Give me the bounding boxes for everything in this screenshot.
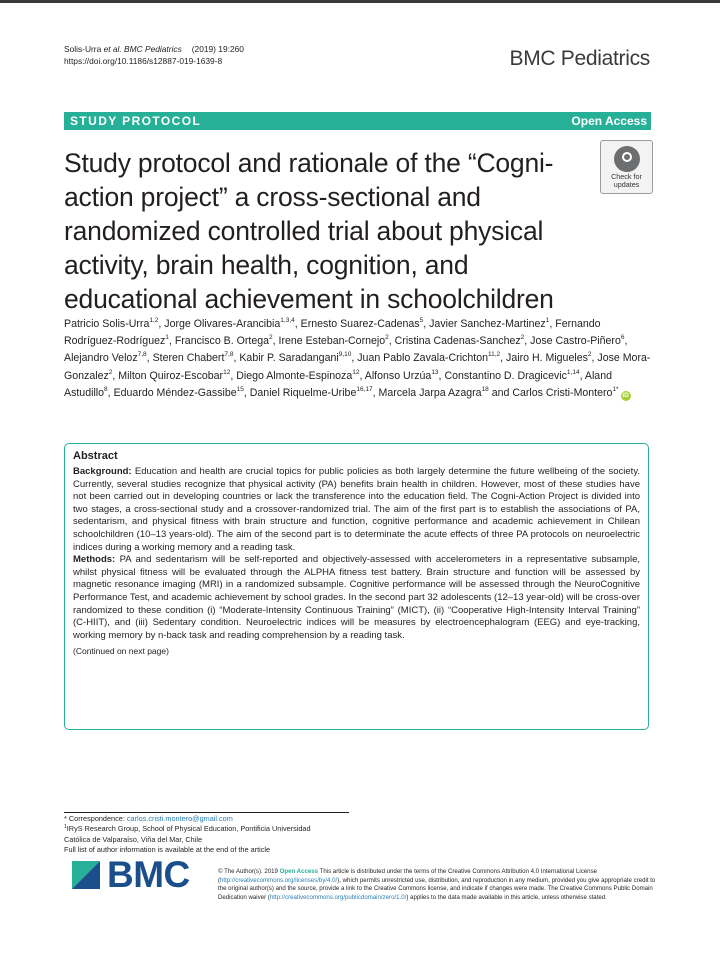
author-affiliation: 1* (612, 385, 619, 393)
author-affiliation: 6 (620, 334, 625, 342)
author-name: Marcela Jarpa Azagra (378, 386, 482, 399)
continued-note: (Continued on next page) (73, 646, 169, 657)
author-affiliation: 9,10 (338, 351, 352, 359)
top-rule (0, 0, 720, 3)
abstract-box (64, 443, 649, 730)
author-affiliation: 15 (236, 385, 244, 393)
author-affiliation: 7,8 (224, 351, 234, 359)
author-affiliation: 8 (104, 385, 108, 393)
author-name: Carlos Cristi-Montero (512, 386, 613, 399)
article-title: Study protocol and rationale of the “Cogni-action project” a cross-sectional and randomized controlled trial about physical activity, brain health, cognition, and educational achievement in schoolchildren (64, 148, 554, 314)
author-affiliation: 5 (419, 317, 424, 324)
author-name: Diego Almonte-Espinoza (236, 369, 353, 382)
license-text2: ), which permits unrestricted use, distribution, and reproduction in any medium, provided you give appropriate credit to the original author(s) and the source, provide a link to the Creative Commons license, and indicate if changes were made. The Creative Commons Public Domain Dedication waiver ( (218, 876, 656, 901)
author-affiliation: 1 (165, 334, 169, 342)
open-access-label[interactable]: Open Access (571, 114, 647, 128)
author-affiliation: 2 (385, 334, 389, 342)
affiliation-line2: Católica de Valparaíso, Viña del Mar, Chile (64, 834, 203, 844)
author-name: Alejandro Veloz (64, 352, 138, 365)
author-affiliation: 2 (587, 351, 592, 359)
author-name: Steren Chabert (152, 352, 225, 365)
author-name: Daniel Riquelme-Uribe (249, 386, 357, 399)
author-name: Patricio Solis-Urra (64, 318, 150, 330)
orcid-icon[interactable]: iD (622, 391, 629, 399)
footnote-rule (64, 812, 349, 813)
doi-link[interactable]: https://doi.org/10.1186/s12887-019-1639-8 (64, 56, 223, 66)
bmc-logo-text: BMC (107, 854, 190, 895)
authors-conjunction: and (488, 386, 513, 399)
author-name: Constantino D. Dragicevic (444, 369, 567, 382)
methods-text: PA and sedentarism will be self-reported and objectively-assessed with accelerometers in a representative subsample, whilst physical fitness will be evaluated through the ALPHA fitness test battery. Brain structure and function will be assessed by magnetic resonance imaging (MRI) in a randomized subsample. Cognitive performance will be assessed through the NeuroCognitive Performance Test, and academic achievement by school grades. In the second part 32 adolescents (12–13 year-old) will be cross-over randomized to these condition (i) “Moderate-Intensity Continuous Training” (MICT), (ii) “Cooperative High-Intensity Interval Training” (C-HIIT), and (iii) Sedentary condition. Neuroelectric indices will be measures by electroencephalogram (EEG) and eye-tracking, working memory by n-back task and reading comprehension by a reading task. (73, 554, 640, 641)
author-affiliation: 2 (520, 334, 525, 342)
license-text1: This article is distributed under the terms of the Creative Commons Attribution 4.0 International License ( (218, 868, 598, 884)
author-name: Francisco B. Ortega (174, 335, 270, 348)
author-affiliation: 2 (269, 334, 273, 342)
author-affiliation: 1 (545, 317, 550, 324)
author-name: Kabir P. Saradangani (239, 352, 339, 365)
background-label: Background: (73, 466, 132, 477)
author-name: Ernesto Suarez-Cadenas (300, 318, 420, 330)
author-name: Alfonso Urzúa (364, 369, 432, 382)
author-affiliation: 13 (431, 368, 439, 376)
footnotes (64, 814, 364, 856)
author-name: Aland Astudillo (64, 369, 612, 399)
correspondence-email[interactable]: carlos.cristi.montero@gmail.com (126, 814, 233, 823)
bookmark-circle-icon (614, 146, 640, 172)
check-for-updates-button[interactable] (600, 140, 653, 194)
author-name: Jose Mora-Gonzalez (64, 352, 651, 382)
author-name: Jose Castro-Piñero (530, 335, 621, 348)
author-affiliation: 12 (352, 368, 360, 376)
abstract-background (73, 466, 640, 554)
bmc-logo-mark-icon (72, 861, 100, 889)
license-link-by[interactable]: http://creativecommons.org/licenses/by/4.0/ (220, 876, 338, 884)
author-name: Jairo H. Migueles (506, 352, 588, 365)
background-text: Education and health are crucial topics for public policies as both largely determine the future wellbeing of the society. Currently, several studies recognize that physical activity (PA) benefits brain health in children. However, most of these studies have not been carried out in developing countries or lack the transference into the education field. The Cogni-Action Project is divided into two stages, a cross-sectional study and a crossover-randomized trial. The aim of the first part is to establish the associations of PA, sedentarism, and physical fitness with brain structure and function, cognitive performance and academic achievement in Chilean schoolchildren (10–13 years-old). The aim of the second part is to determinate the acute effects of three PA protocols on neuroelectric indices during a working memory and a reading task. (73, 466, 640, 553)
author-list: Patricio Solis-Urra$^{1,2}$, Jorge Olivares-Arancibia$^{1,3,4}$, Ernesto Suarez-Cadenas$^5$, Javier Sanchez-Martinez$^1$, Fernando Rodríguez-Rodríguez$^1$, Francisco B. Ortega$^2$, Irene Esteban-Cornejo$^2$, Cristina Cadenas-Sanchez$^2$, Jose Castro-Piñero$^6$, Alejandro Veloz$^{7,8}$, Steren Chabert$^{7,8}$, Kabir P. Saradangani$^{9,10}$, Juan Pablo Zavala-Crichton$^{11,2}$, Jairo H. Migueles$^2$, Jose Mora-Gonzalez$^2$, Milton Quiroz-Escobar$^{12}$, Diego Almonte-Espinoza$^{12}$, Alfonso Urzúa$^{13}$, Constantino D. Dragicevic$^{1,14}$, Aland Astudillo$^8$, Eduardo Méndez-Gassibe$^{15}$, Daniel Riquelme-Uribe$^{16,17}$, Marcela Jarpa Azagra$^{18}$ and Carlos Cristi-Montero$^{1*}$iD (64, 317, 651, 399)
check-updates-line1: Check for (611, 172, 642, 181)
citation-etal: et al. BMC Pediatrics (103, 44, 182, 54)
author-name: Milton Quiroz-Escobar (118, 369, 224, 382)
abstract-heading: Abstract (73, 450, 118, 462)
author-affiliation: 1,2 (149, 317, 159, 324)
author-affiliation: 18 (481, 385, 489, 393)
author-name: Jorge Olivares-Arancibia (164, 318, 281, 330)
author-name: Juan Pablo Zavala-Crichton (357, 352, 488, 365)
citation-header (64, 43, 244, 67)
license-text3: ) applies to the data made available in this article, unless otherwise stated. (406, 893, 607, 901)
affiliation-line1: IRyS Research Group, School of Physical Education, Pontificia Universidad (66, 824, 311, 834)
author-affiliation: 12 (223, 368, 231, 376)
correspondence-label: * Correspondence: (64, 814, 127, 823)
author-name: Cristina Cadenas-Sanchez (394, 335, 521, 348)
article-type: STUDY PROTOCOL (70, 114, 202, 128)
full-author-info-note: Full list of author information is available at the end of the article (64, 845, 271, 855)
author-affiliation: 1,14 (566, 368, 580, 376)
license-open-access: Open Access (279, 868, 319, 875)
author-affiliation: 16,17 (356, 385, 373, 393)
license-link-zero[interactable]: http://creativecommons.org/publicdomain/zero/1.0/ (269, 893, 407, 901)
article-type-banner (64, 112, 651, 130)
license-lead: © The Author(s). 2019 (218, 868, 280, 875)
citation-authors: Solis-Urra (64, 44, 104, 54)
check-updates-line2: updates (613, 179, 640, 189)
affiliation-number: 1 (64, 824, 67, 831)
author-affiliation: 7,8 (137, 351, 147, 359)
author-name: Fernando Rodríguez-Rodríguez (64, 318, 601, 348)
author-affiliation: 11,2 (487, 351, 501, 359)
author-name: Irene Esteban-Cornejo (278, 335, 386, 348)
license-statement (218, 868, 658, 902)
author-name: Eduardo Méndez-Gassibe (113, 386, 237, 399)
citation-year: (2019) 19:260 (191, 44, 244, 54)
author-name: Javier Sanchez-Martinez (429, 318, 546, 330)
methods-label: Methods: (73, 554, 116, 566)
journal-name: BMC Pediatrics (509, 47, 650, 70)
abstract-methods (73, 554, 640, 642)
author-affiliation: 1,3,4 (280, 317, 295, 324)
author-affiliation: 2 (108, 368, 113, 376)
